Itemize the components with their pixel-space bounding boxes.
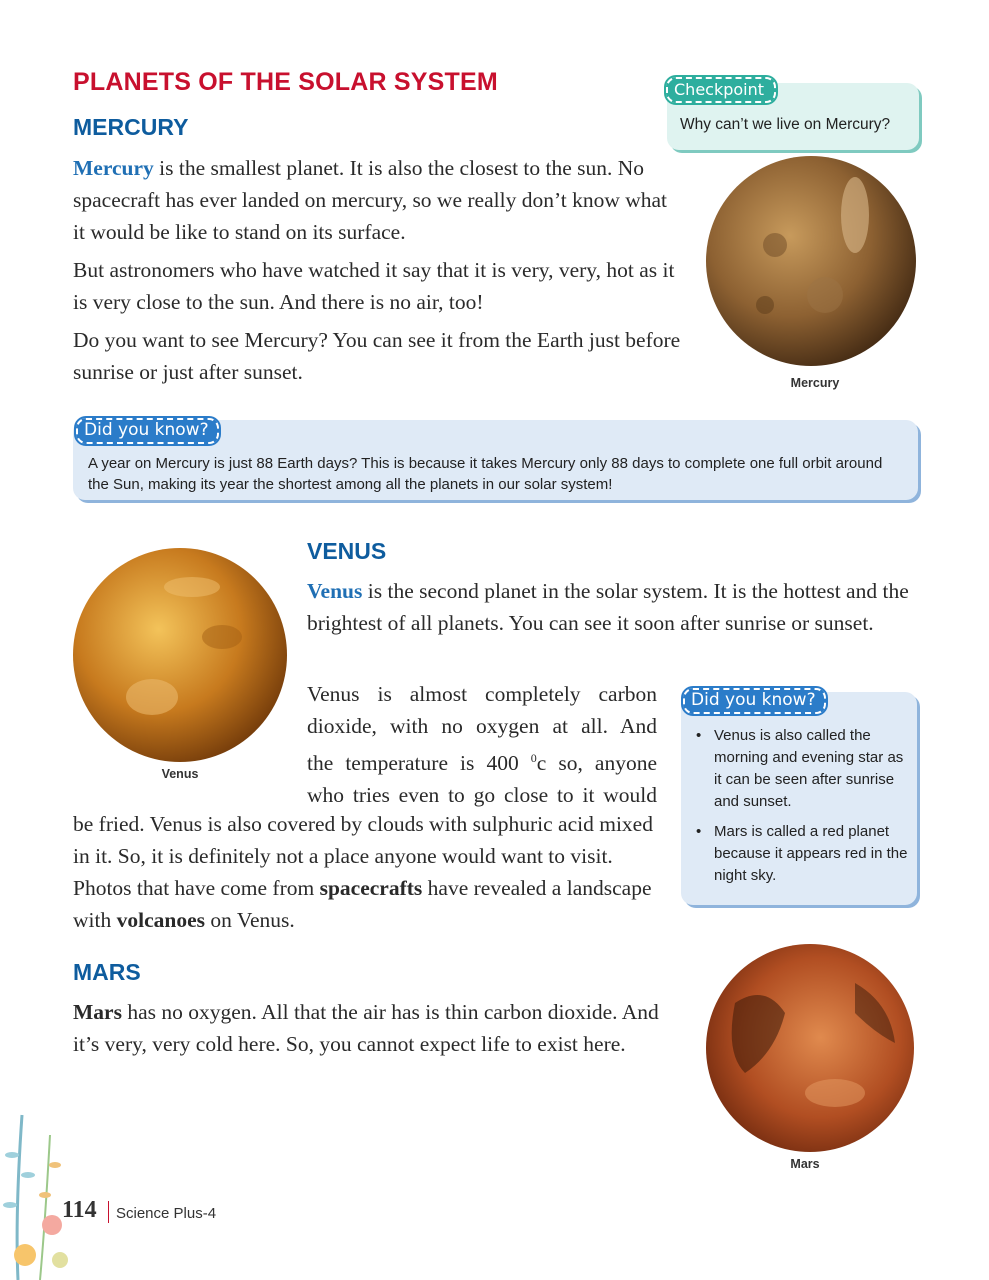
venus-line-3	[307, 742, 657, 779]
degree-superscript: 0	[530, 751, 537, 765]
spacecrafts-term: spacecrafts	[319, 876, 423, 900]
venus-paragraph-2-lines	[307, 678, 657, 811]
venus-heading: VENUS	[307, 538, 387, 564]
volcanoes-term: volcanoes	[116, 908, 205, 932]
mars-image	[705, 943, 915, 1153]
mercury-paragraph-3: Do you want to see Mercury? You can see it from the Earth just before sunrise or just after sunset.	[73, 328, 681, 384]
venus-image	[72, 547, 288, 763]
did-you-know-list-2	[686, 725, 908, 895]
page-title: PLANETS OF THE SOLAR SYSTEM	[73, 68, 498, 96]
mars-paragraph-1	[73, 996, 683, 1060]
mars-keyword: Mars	[73, 1000, 122, 1024]
did-you-know-text-1: A year on Mercury is just 88 Earth days? This is because it takes Mercury only 88 days to complete one full orbit around the Sun, making its year the shortest among all the planets in our solar system!	[88, 455, 883, 493]
venus-mid-text: have revealed a landscape with	[73, 876, 652, 932]
venus-keyword: Venus	[307, 579, 363, 603]
mercury-heading: MERCURY	[73, 114, 189, 140]
mars-caption: Mars	[790, 1157, 820, 1171]
checkpoint-question: Why can’t we live on Mercury?	[680, 116, 891, 133]
mercury-image	[705, 155, 917, 367]
mercury-caption: Mercury	[790, 376, 840, 390]
venus-p1-text: is the second planet in the solar system. It is the hottest and the brightest of all planets. You can see it soon after sunrise or sunset.	[307, 579, 909, 635]
did-you-know-tag-2: Did you know?	[683, 688, 826, 714]
venus-end-text: on Venus.	[205, 908, 295, 932]
venus-caption: Venus	[161, 767, 199, 781]
venus-line-4: who tries even to go close to it would	[307, 783, 657, 808]
page-number: 114	[62, 1197, 97, 1223]
mercury-paragraph-2: But astronomers who have watched it say that it is very, very, hot as it is very close to the sun. And there is no air, too!	[73, 258, 675, 314]
floral-decoration	[0, 1095, 80, 1280]
venus-paragraph-1	[307, 575, 917, 639]
mercury-p1-text: is the smallest planet. It is also the closest to the sun. No spacecraft has ever landed on mercury, so we really don’t know what it would be like to stand on its surface.	[73, 156, 668, 244]
checkpoint-tag: Checkpoint	[666, 77, 776, 103]
mercury-paragraph-1	[73, 152, 683, 248]
venus-paragraph-2-continued	[73, 808, 659, 936]
venus-cont-text: be fried. Venus is also covered by clouds with sulphuric acid mixed in it. So, it is definitely not a place anyone would want to visit. Photos that have come from	[73, 812, 653, 900]
mars-heading: MARS	[73, 959, 141, 985]
venus-line-1: Venus is almost completely carbon	[307, 682, 657, 706]
did-you-know-tag-1: Did you know?	[76, 418, 219, 444]
venus-line-3a: the temperature is 400	[307, 751, 531, 776]
venus-line-3b: c so, anyone	[536, 751, 657, 776]
book-title: Science Plus-4	[116, 1205, 217, 1222]
mercury-keyword: Mercury	[73, 156, 154, 180]
did-you-know-item: • Mars is called a red planet because it appears red in the night sky.	[714, 821, 908, 887]
mars-p1-text: has no oxygen. All that the air has is thin carbon dioxide. And it’s very, very cold here. So, you cannot expect life to exist here.	[73, 1000, 659, 1056]
footer-divider	[108, 1201, 109, 1223]
did-you-know-item: • Venus is also called the morning and evening star as it can be seen after sunrise and sunset.	[714, 725, 908, 813]
venus-line-2: dioxide, with no oxygen at all. And	[307, 714, 657, 738]
mercury-text	[73, 152, 683, 388]
